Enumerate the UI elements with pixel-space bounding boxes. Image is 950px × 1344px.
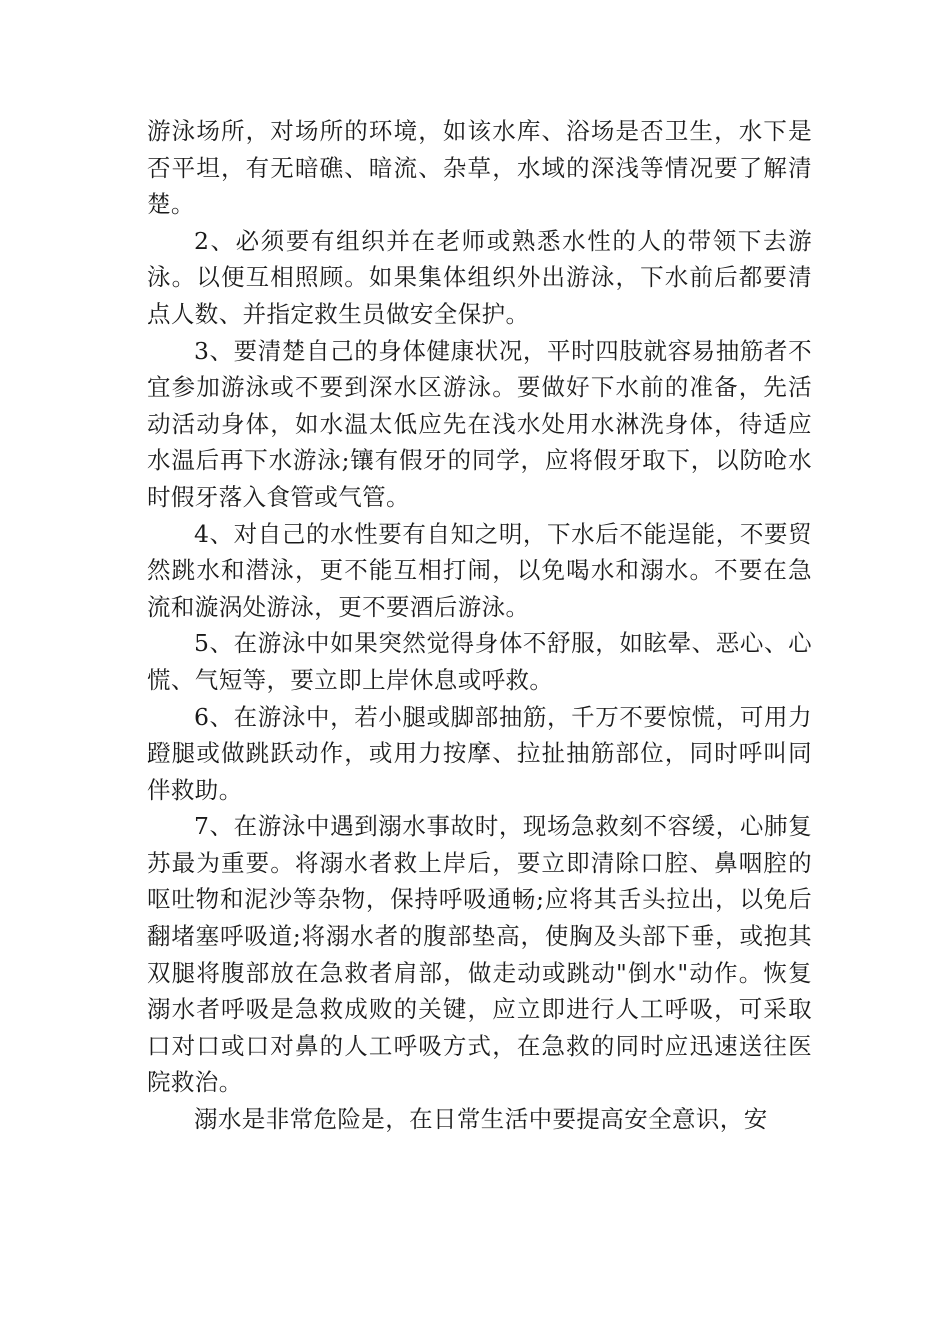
paragraph-item-6: 6、在游泳中，若小腿或脚部抽筋，千万不要惊慌，可用力蹬腿或做跳跃动作，或用力按摩、拉扯抽筋部位，同时呼叫同伴救助。 <box>147 702 812 804</box>
paragraph-item-3: 3、要清楚自己的身体健康状况，平时四肢就容易抽筋者不宜参加游泳或不要到深水区游泳。要做好下水前的准备，先活动活动身体，如水温太低应先在浅水处用水淋洗身体，待适应水温后再下水游泳;镶有假牙的同学，应将假牙取下，以防呛水时假牙落入食管或气管。 <box>147 336 812 511</box>
paragraph-item-2: 2、必须要有组织并在老师或熟悉水性的人的带领下去游泳。以便互相照顾。如果集体组织外出游泳，下水前后都要清点人数、并指定救生员做安全保护。 <box>147 226 812 328</box>
paragraph-item-4: 4、对自己的水性要有自知之明，下水后不能逞能，不要贸然跳水和潜泳，更不能互相打闹，以免喝水和溺水。不要在急流和漩涡处游泳，更不要酒后游泳。 <box>147 519 812 621</box>
paragraph-continued-venue: 游泳场所，对场所的环境，如该水库、浴场是否卫生，水下是否平坦，有无暗礁、暗流、杂草，水域的深浅等情况要了解清楚。 <box>147 117 812 219</box>
paragraph-item-7: 7、在游泳中遇到溺水事故时，现场急救刻不容缓，心肺复苏最为重要。将溺水者救上岸后，要立即清除口腔、鼻咽腔的呕吐物和泥沙等杂物，保持呼吸通畅;应将其舌头拉出，以免后翻堵塞呼吸道;将溺水者的腹部垫高，使胸及头部下垂，或抱其双腿将腹部放在急救者肩部，做走动或跳动"倒水"动作。恢复溺水者呼吸是急救成败的关键，应立即进行人工呼吸，可采取口对口或口对鼻的人工呼吸方式，在急救的同时应迅速送往医院救治。 <box>147 812 812 1097</box>
document-body <box>147 113 812 1138</box>
paragraph-item-5: 5、在游泳中如果突然觉得身体不舒服，如眩晕、恶心、心慌、气短等，要立即上岸休息或呼救。 <box>147 629 812 694</box>
paragraph-conclusion: 溺水是非常危险是，在日常生活中要提高安全意识，安 <box>194 1105 768 1134</box>
